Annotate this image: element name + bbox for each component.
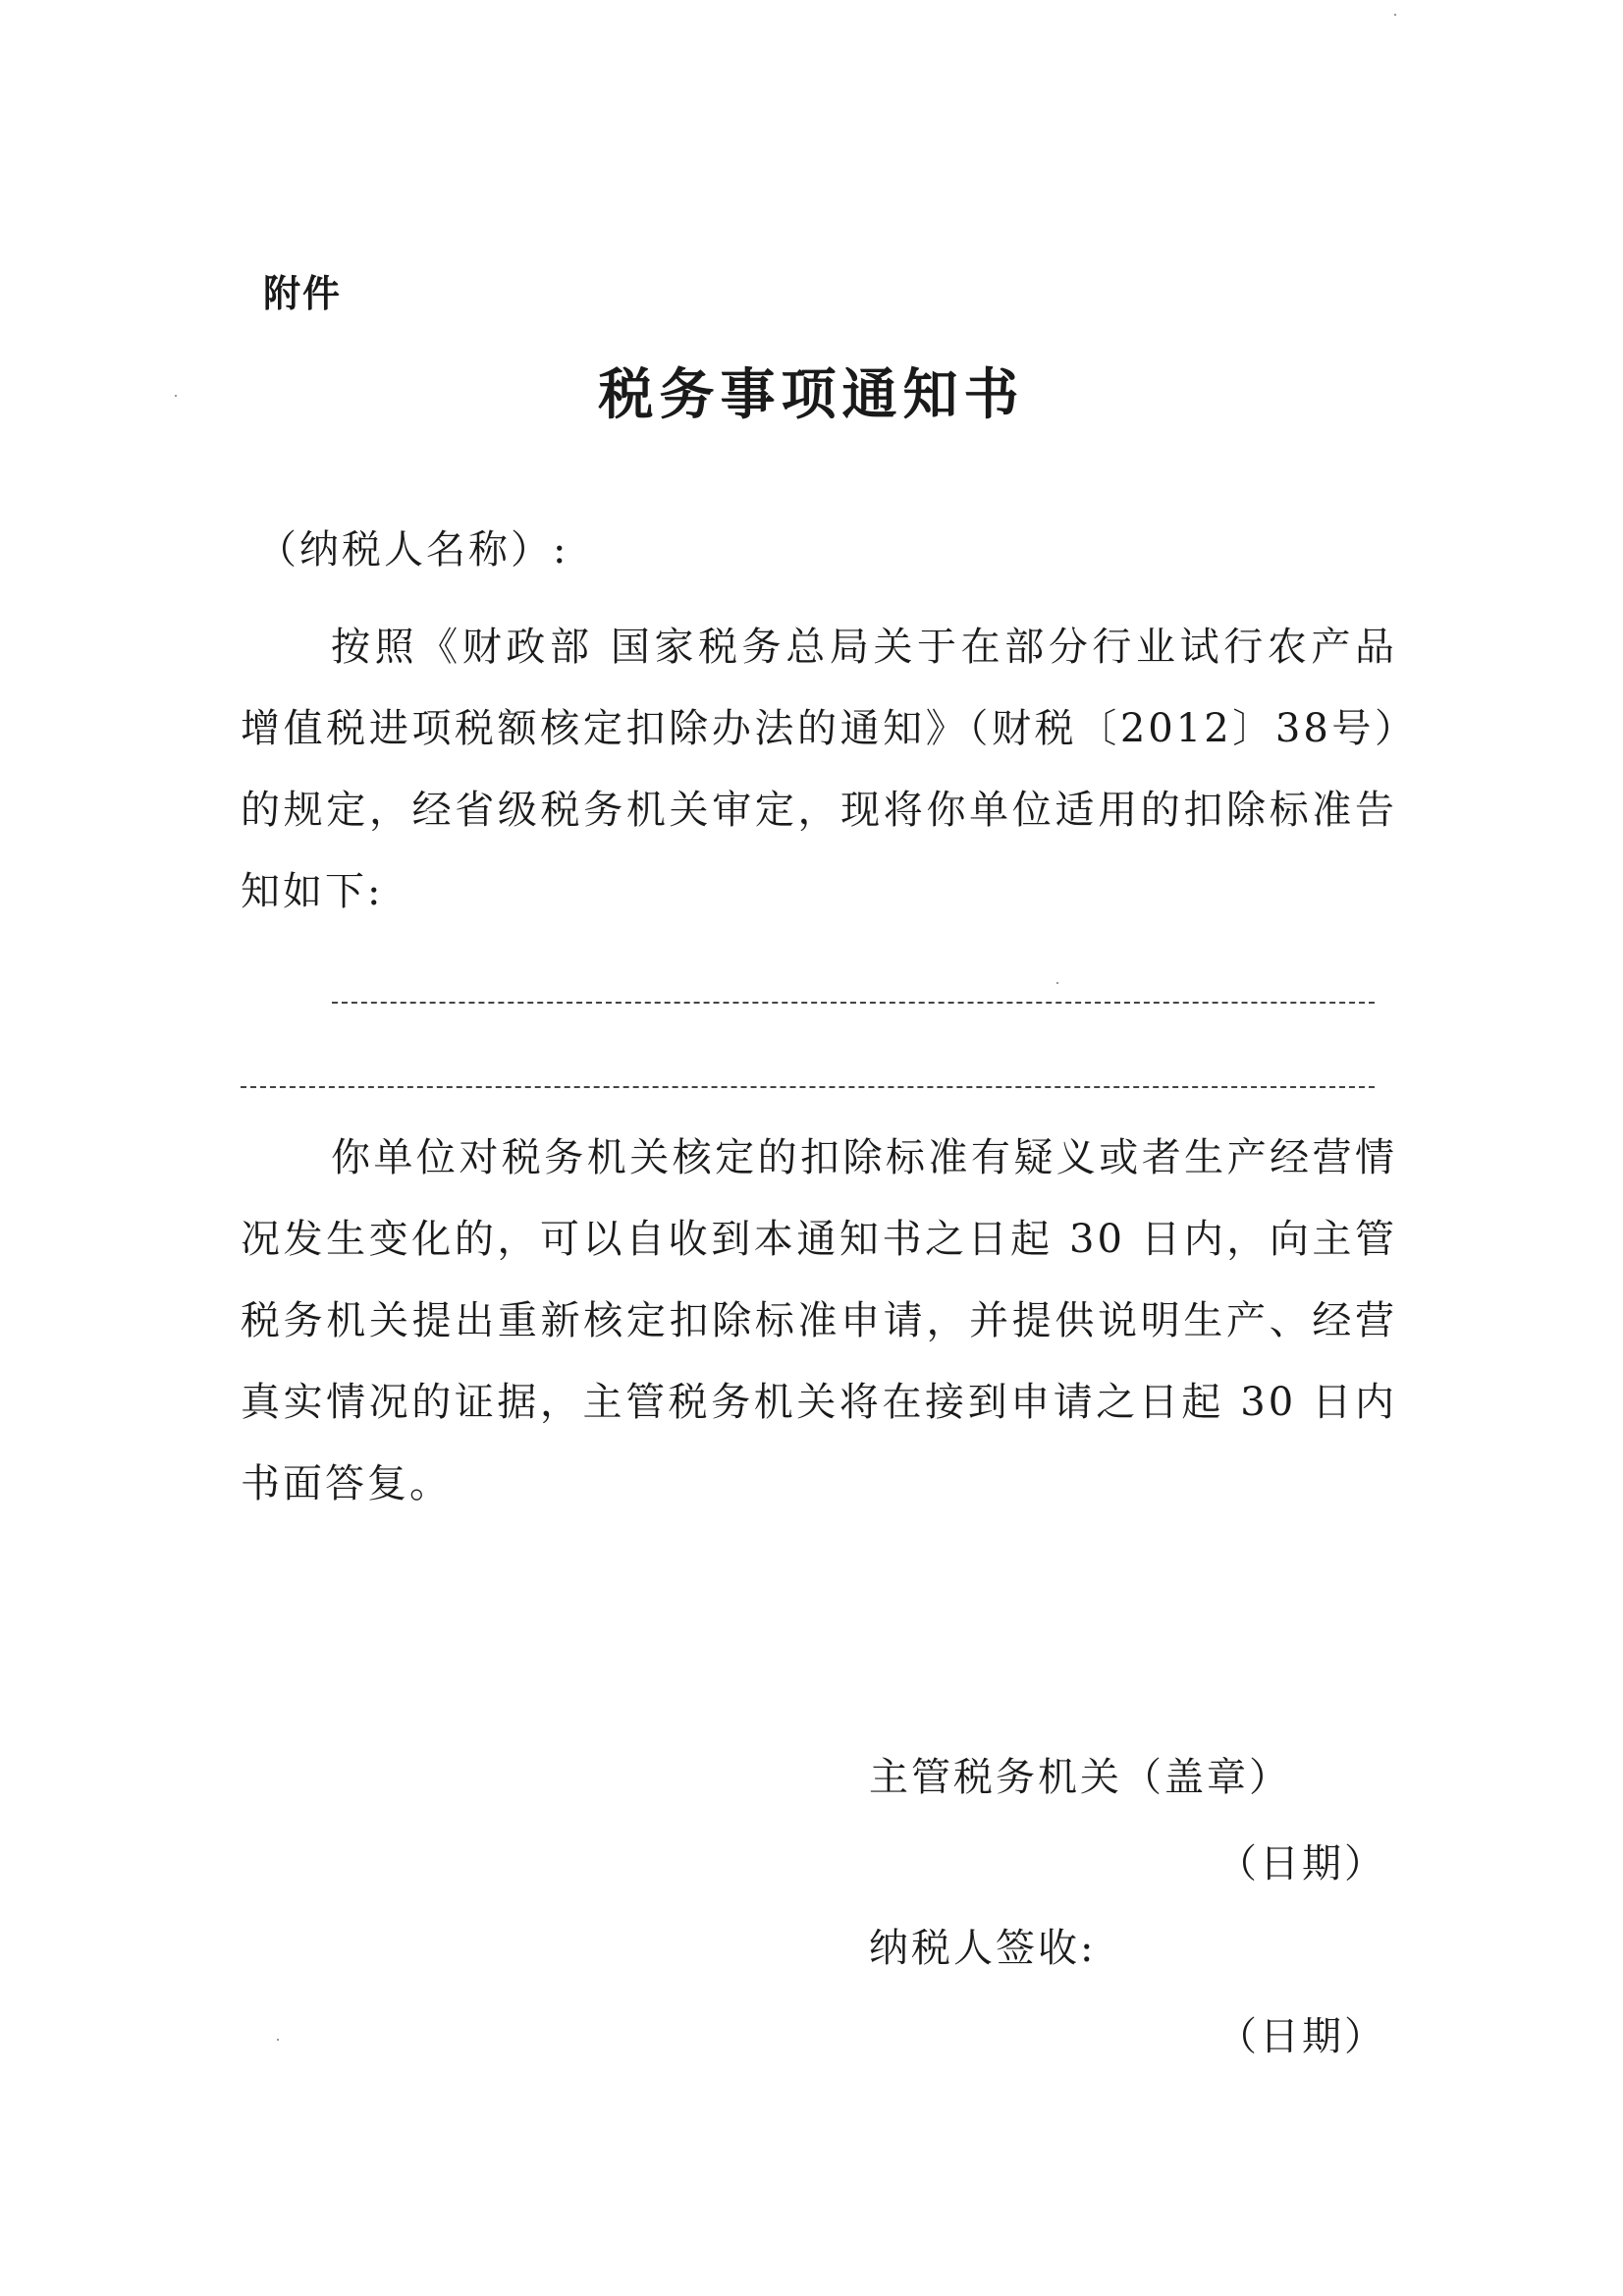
fill-in-line-2 (241, 1086, 1375, 1088)
paragraph-appeal-notice: 你单位对税务机关核定的扣除标准有疑义或者生产经营情况发生变化的，可以自收到本通知书之日起 30 日内，向主管税务机关提出重新核定扣除标准申请，并提供说明生产、经营真实情况的证据，主管税务机关将在接到申请之日起 30 日内书面答复。 (241, 1135, 1397, 1506)
tax-authority-seal-line: 主管税务机关（盖章） (869, 1755, 1291, 1800)
scan-speck (175, 395, 177, 397)
scan-speck (1056, 982, 1058, 984)
fill-in-line-1 (332, 1002, 1375, 1004)
paragraph-legal-basis: 按照《财政部 国家税务总局关于在部分行业试行农产品增值税进项税额核定扣除办法的通知》（财税〔2012〕38号）的规定，经省级税务机关审定，现将你单位适用的扣除标准告知如下: (241, 625, 1397, 914)
tax-authority-date: （日期） (1217, 1841, 1386, 1886)
scan-speck (277, 2039, 279, 2041)
addressee-line: （纳税人名称）: (257, 527, 569, 573)
taxpayer-receipt-line: 纳税人签收: (869, 1926, 1097, 1971)
attachment-label: 附件 (263, 272, 343, 315)
taxpayer-receipt-date: （日期） (1217, 2014, 1386, 2059)
scan-speck (1394, 14, 1396, 16)
document-title: 税务事项通知书 (598, 363, 1025, 427)
